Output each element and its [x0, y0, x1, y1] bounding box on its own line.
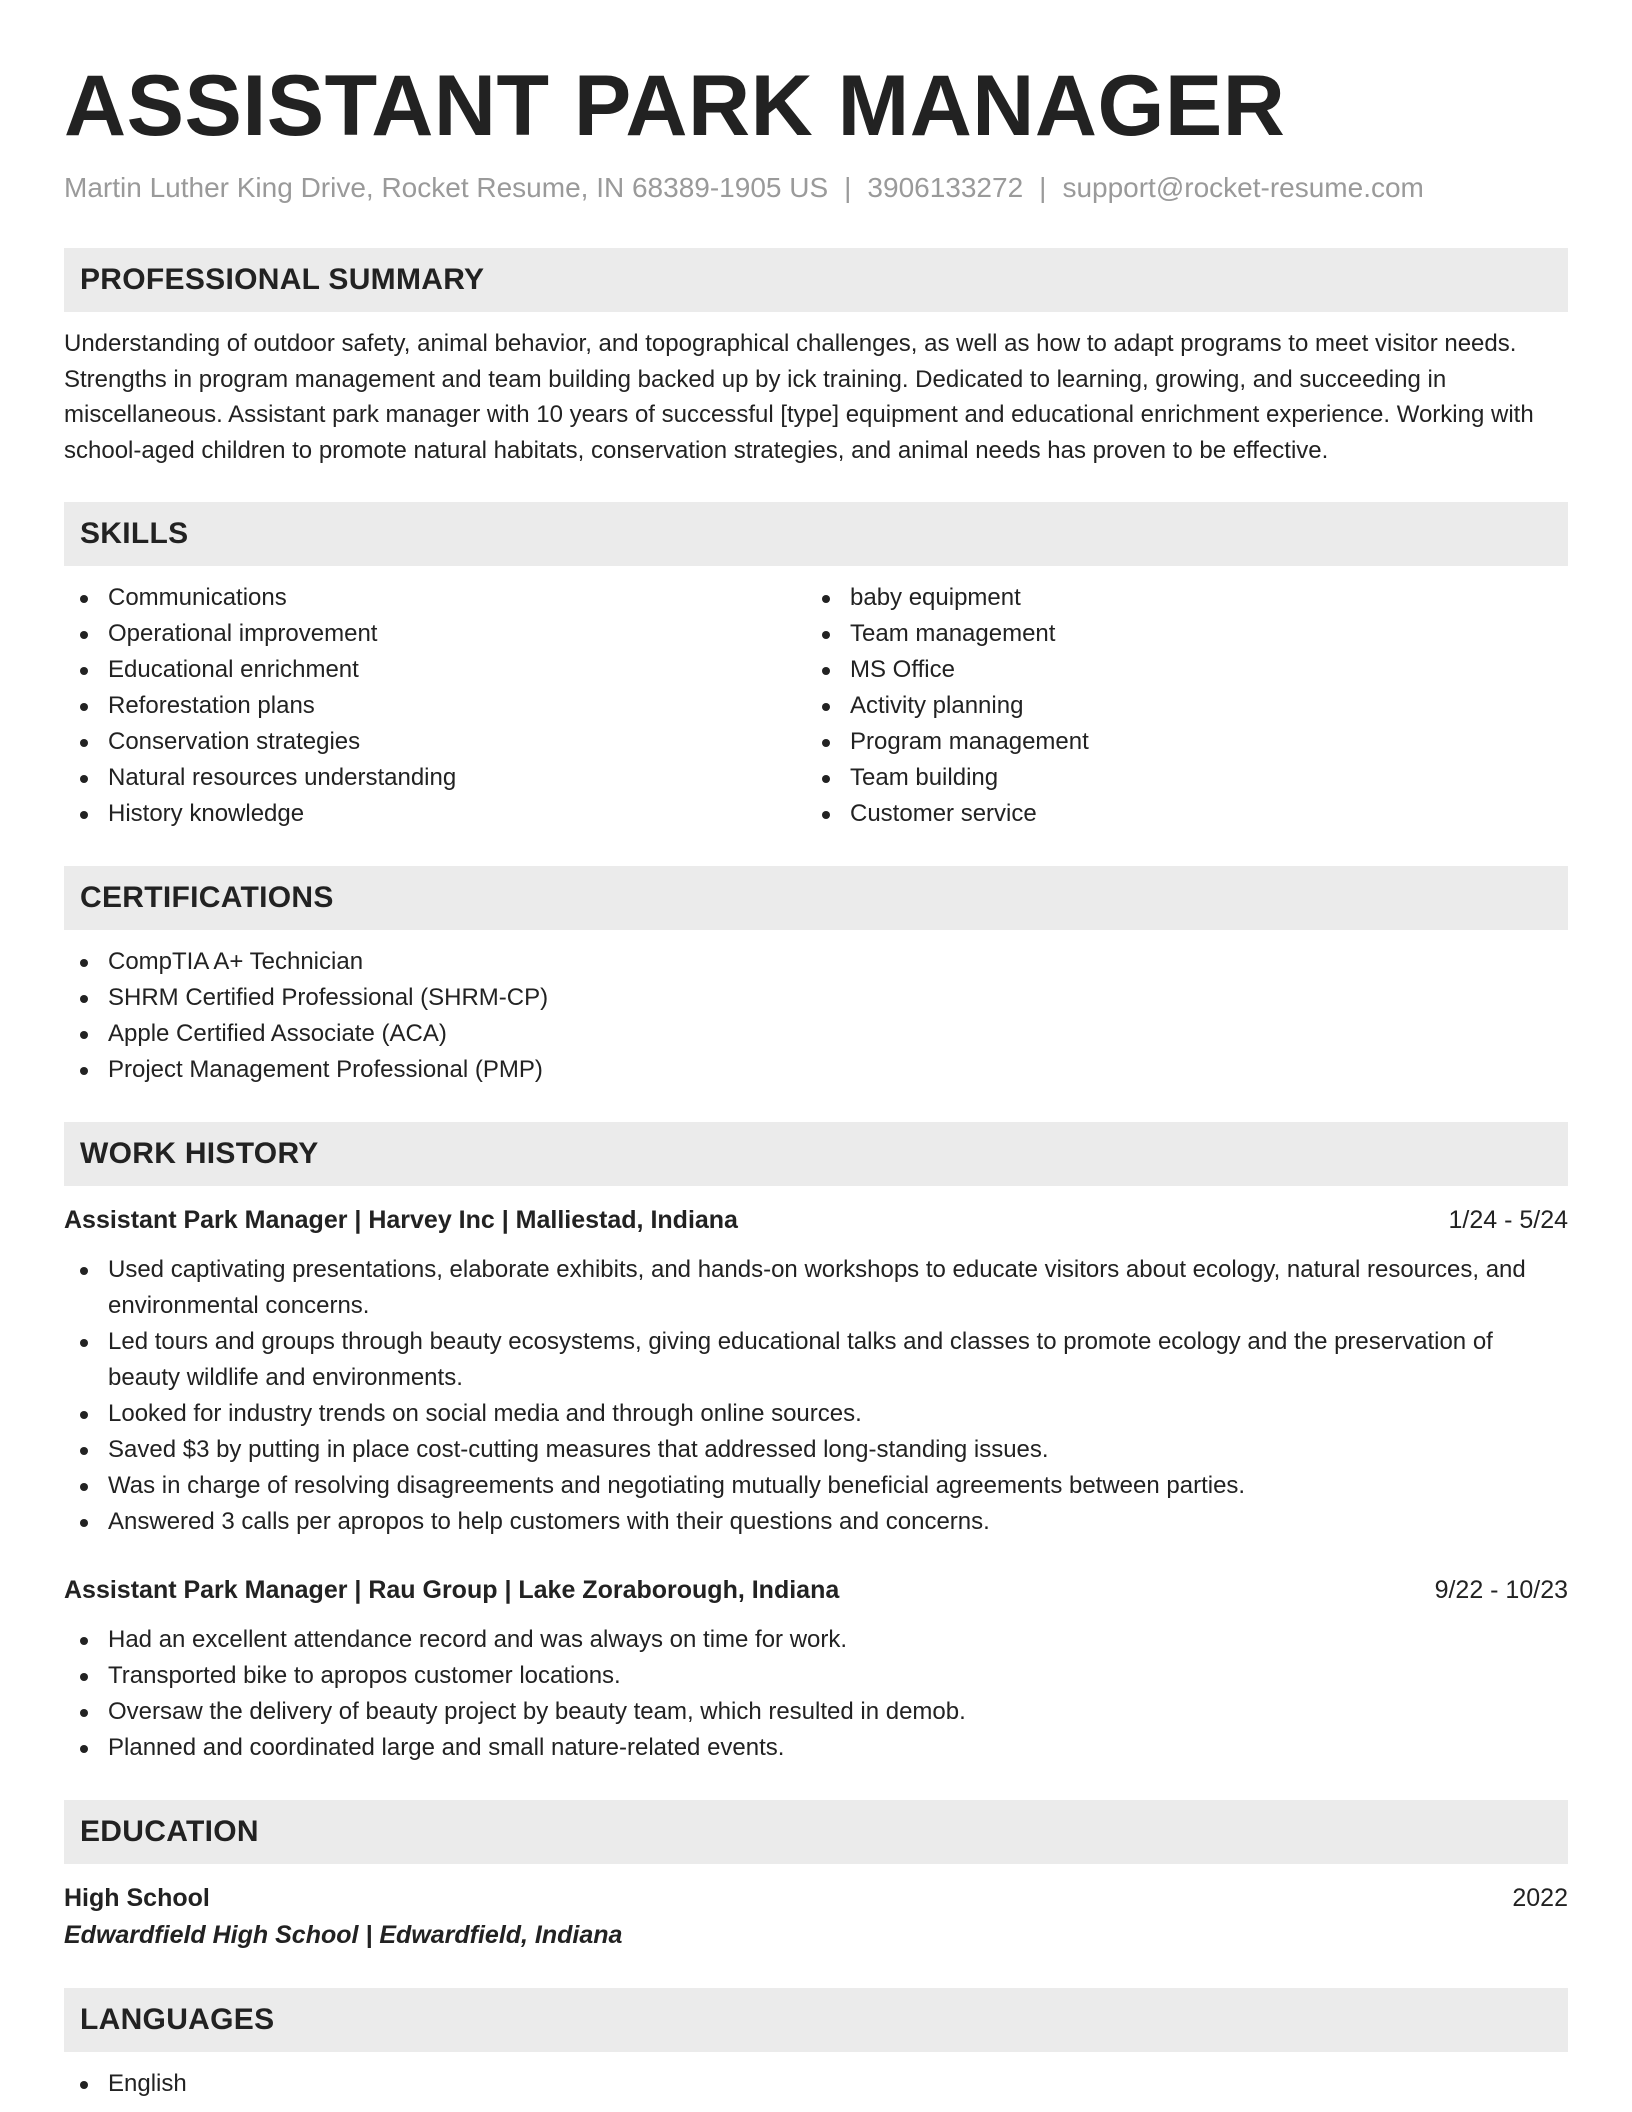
- skill-text: Team building: [850, 764, 999, 791]
- skill-text: Activity planning: [850, 692, 1024, 719]
- bullet-dot: [80, 1637, 88, 1645]
- list-item: [64, 1622, 1568, 1658]
- education-entry: [64, 1880, 1568, 1954]
- bullet-dot: [822, 595, 830, 603]
- skill-text: Communications: [108, 584, 287, 611]
- bullet-dot: [80, 703, 88, 711]
- job-entry: [64, 1572, 1568, 1766]
- skills-section: [64, 502, 1568, 832]
- certifications-section: [64, 866, 1568, 1088]
- list-item: [64, 1432, 1568, 1468]
- education-school: Edwardfield High School | Edwardfield, Indiana: [64, 1921, 623, 1949]
- skill-text: Natural resources understanding: [108, 764, 457, 791]
- list-item: [64, 980, 1568, 1016]
- bullet-dot: [80, 1447, 88, 1455]
- list-item: [806, 580, 1548, 616]
- education-section: [64, 1800, 1568, 1954]
- job-dates: 1/24 - 5/24: [1448, 1206, 1568, 1234]
- duty-text: Transported bike to apropos customer locations.: [108, 1662, 621, 1689]
- duty-text: Planned and coordinated large and small nature-related events.: [108, 1734, 785, 1761]
- list-item: [64, 1730, 1568, 1766]
- list-item: [64, 1658, 1568, 1694]
- skills-grid: [64, 580, 1568, 832]
- job-header: [64, 1202, 1568, 1238]
- languages-list: [64, 2066, 1568, 2102]
- list-item: [64, 724, 806, 760]
- bullet-dot: [822, 811, 830, 819]
- job-header: [64, 1572, 1568, 1608]
- duty-text: Answered 3 calls per apropos to help customers with their questions and concerns.: [108, 1508, 990, 1535]
- bullet-dot: [822, 667, 830, 675]
- list-item: [64, 1504, 1568, 1540]
- bullet-dot: [80, 1067, 88, 1075]
- languages-section: [64, 1988, 1568, 2102]
- bullet-dot: [80, 1519, 88, 1527]
- skill-text: Educational enrichment: [108, 656, 359, 683]
- bullet-dot: [822, 739, 830, 747]
- education-degree: High School: [64, 1884, 210, 1912]
- summary-section-title: PROFESSIONAL SUMMARY: [64, 248, 1568, 312]
- bullet-dot: [80, 2081, 88, 2089]
- contact-phone: 3906133272: [867, 172, 1024, 203]
- languages-section-title: LANGUAGES: [64, 1988, 1568, 2052]
- job-entry: [64, 1202, 1568, 1540]
- job-heading: Assistant Park Manager | Harvey Inc | Malliestad, Indiana: [64, 1206, 738, 1234]
- skill-text: Customer service: [850, 800, 1037, 827]
- bullet-dot: [80, 1483, 88, 1491]
- bullet-dot: [822, 703, 830, 711]
- skill-text: Reforestation plans: [108, 692, 315, 719]
- list-item: [64, 944, 1568, 980]
- list-item: [64, 616, 806, 652]
- contact-separator: |: [1039, 172, 1047, 203]
- contact-email: support@rocket-resume.com: [1062, 172, 1424, 203]
- list-item: [64, 1468, 1568, 1504]
- duty-text: Had an excellent attendance record and was always on time for work.: [108, 1626, 848, 1653]
- contact-line: [64, 168, 1568, 208]
- resume-page: [64, 56, 1568, 2102]
- duty-text: Led tours and groups through beauty ecosystems, giving educational talks and classes to promote ecology and the preservation of beauty wildlife and environments.: [108, 1328, 1493, 1391]
- duty-text: Oversaw the delivery of beauty project by beauty team, which resulted in demob.: [108, 1698, 966, 1725]
- bullet-dot: [80, 775, 88, 783]
- bullet-dot: [80, 1709, 88, 1717]
- skill-text: Program management: [850, 728, 1089, 755]
- certification-text: SHRM Certified Professional (SHRM-CP): [108, 984, 549, 1011]
- certifications-list: [64, 944, 1568, 1088]
- contact-separator: |: [844, 172, 852, 203]
- list-item: [64, 1052, 1568, 1088]
- list-item: [806, 760, 1548, 796]
- skill-text: History knowledge: [108, 800, 305, 827]
- list-item: [64, 760, 806, 796]
- skill-text: MS Office: [850, 656, 955, 683]
- bullet-dot: [822, 631, 830, 639]
- bullet-dot: [80, 595, 88, 603]
- skill-text: Operational improvement: [108, 620, 378, 647]
- bullet-dot: [80, 667, 88, 675]
- job-duties-list: [64, 1252, 1568, 1540]
- list-item: [64, 1396, 1568, 1432]
- certification-text: Apple Certified Associate (ACA): [108, 1020, 447, 1047]
- certifications-section-title: CERTIFICATIONS: [64, 866, 1568, 930]
- duty-text: Looked for industry trends on social media and through online sources.: [108, 1400, 862, 1427]
- bullet-dot: [80, 995, 88, 1003]
- language-text: English: [108, 2070, 187, 2097]
- bullet-dot: [80, 631, 88, 639]
- list-item: [806, 688, 1548, 724]
- list-item: [806, 652, 1548, 688]
- bullet-dot: [80, 811, 88, 819]
- bullet-dot: [80, 739, 88, 747]
- summary-text: Understanding of outdoor safety, animal behavior, and topographical challenges, as well as how to adapt programs to meet visitor needs. Strengths in program management and team building backed up by ick training. Dedicated to learning, growing, and succeeding in miscellaneous. Assistant park manager with 10 years of successful [type] equipment and educational enrichment experience. Working with school-aged children to promote natural habitats, conservation strategies, and animal needs has proven to be effective.: [64, 330, 1534, 464]
- certification-text: CompTIA A+ Technician: [108, 948, 364, 975]
- list-item: [806, 616, 1548, 652]
- bullet-dot: [80, 1673, 88, 1681]
- list-item: [64, 652, 806, 688]
- skills-list-right: [806, 580, 1548, 832]
- summary-section: [64, 248, 1568, 468]
- bullet-dot: [80, 959, 88, 967]
- work-history-section: [64, 1122, 1568, 1766]
- work-history-section-title: WORK HISTORY: [64, 1122, 1568, 1186]
- education-section-title: EDUCATION: [64, 1800, 1568, 1864]
- resume-name-heading: ASSISTANT PARK MANAGER: [64, 58, 1286, 154]
- skill-text: Conservation strategies: [108, 728, 361, 755]
- certification-text: Project Management Professional (PMP): [108, 1056, 543, 1083]
- list-item: [64, 796, 806, 832]
- contact-address: Martin Luther King Drive, Rocket Resume, IN 68389-1905 US: [64, 172, 829, 203]
- duty-text: Used captivating presentations, elaborate exhibits, and hands-on workshops to educate visitors about ecology, natural resources, and environmental concerns.: [108, 1256, 1526, 1319]
- skills-section-title: SKILLS: [64, 502, 1568, 566]
- list-item: [64, 1016, 1568, 1052]
- job-duties-list: [64, 1622, 1568, 1766]
- list-item: [64, 2066, 1568, 2102]
- skills-list-left: [64, 580, 806, 832]
- list-item: [64, 1694, 1568, 1730]
- duty-text: Was in charge of resolving disagreements and negotiating mutually beneficial agreements between parties.: [108, 1472, 1246, 1499]
- bullet-dot: [80, 1339, 88, 1347]
- education-header: [64, 1880, 1568, 1916]
- list-item: [64, 580, 806, 616]
- skill-text: Team management: [850, 620, 1056, 647]
- duty-text: Saved $3 by putting in place cost-cutting measures that addressed long-standing issues.: [108, 1436, 1049, 1463]
- bullet-dot: [80, 1031, 88, 1039]
- skill-text: baby equipment: [850, 584, 1021, 611]
- bullet-dot: [80, 1267, 88, 1275]
- list-item: [64, 1252, 1568, 1324]
- list-item: [806, 724, 1548, 760]
- job-dates: 9/22 - 10/23: [1434, 1576, 1568, 1604]
- list-item: [64, 1324, 1568, 1396]
- bullet-dot: [822, 775, 830, 783]
- bullet-dot: [80, 1745, 88, 1753]
- list-item: [806, 796, 1548, 832]
- list-item: [64, 688, 806, 724]
- bullet-dot: [80, 1411, 88, 1419]
- education-year: 2022: [1512, 1884, 1568, 1912]
- job-heading: Assistant Park Manager | Rau Group | Lake Zoraborough, Indiana: [64, 1576, 840, 1604]
